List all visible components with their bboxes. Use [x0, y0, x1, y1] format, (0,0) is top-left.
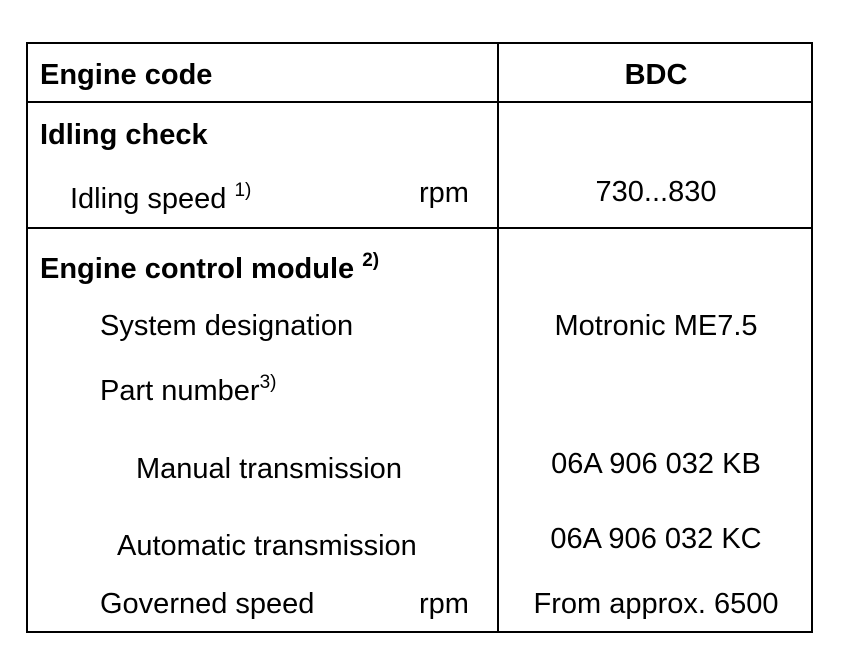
idling-speed-value: 730...830 — [595, 176, 717, 208]
idling-speed-label: Idling speed $^{1)}$ — [70, 180, 252, 215]
idling-speed-footnote: 1) — [234, 180, 252, 201]
manual-transmission-part: 06A 906 032 KB — [551, 448, 761, 480]
idling-speed-unit: rpm — [419, 177, 469, 209]
manual-transmission-label: Manual transmission — [136, 453, 402, 485]
ecm-footnote: 2) — [362, 250, 380, 271]
part-number-label: Part number$^{3)}$ — [100, 372, 277, 407]
engine-code-label: Engine code — [40, 59, 213, 91]
governed-speed-label: Governed speed — [100, 588, 315, 620]
part-number-footnote: 3) — [259, 372, 277, 393]
system-designation-label: System designation — [100, 310, 354, 342]
idling-check-title: Idling check — [40, 119, 208, 151]
engine-code-value: BDC — [624, 59, 688, 91]
automatic-transmission-part: 06A 906 032 KC — [550, 523, 762, 555]
system-designation-value: Motronic ME7.5 — [554, 310, 758, 342]
governed-speed-value: From approx. 6500 — [533, 588, 779, 620]
governed-speed-unit: rpm — [419, 588, 469, 620]
ecm-title: Engine control module $^{2)}$ — [40, 250, 380, 285]
section-divider — [26, 227, 813, 229]
header-divider — [26, 101, 813, 103]
automatic-transmission-label: Automatic transmission — [117, 530, 417, 562]
